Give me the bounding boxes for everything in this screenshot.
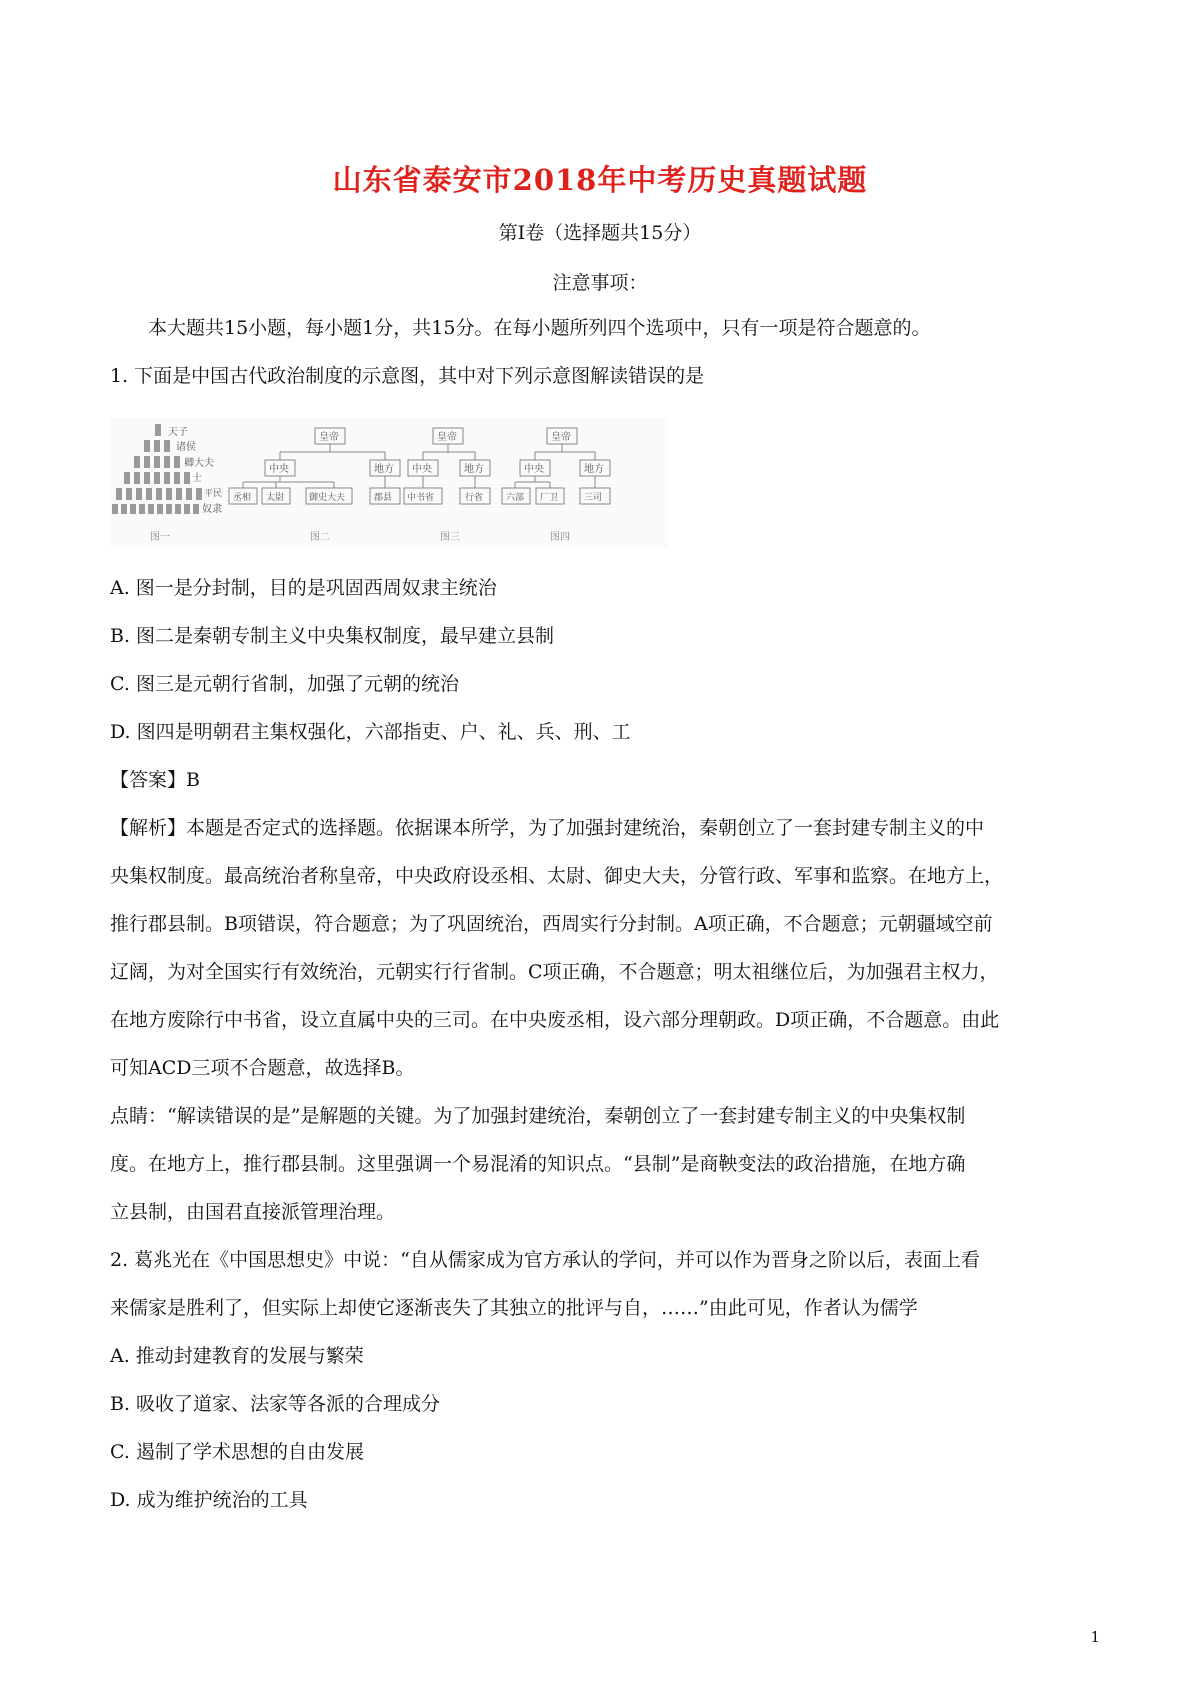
q1-analysis-line-3: 推行郡县制。B项错误，符合题意；为了巩固统治，西周实行分封制。A项正确，不合题意；元朝疆域空前 bbox=[110, 913, 993, 935]
fig1-label-shi: 士 bbox=[192, 473, 202, 484]
fig3-bottom-1: 行省 bbox=[465, 493, 484, 503]
q1-analysis-line-6: 可知ACD三项不合题意，故选择B。 bbox=[110, 1057, 415, 1079]
fig4-mid-central: 中央 bbox=[524, 464, 544, 475]
q1-tips-line-3: 立县制，由国君直接派管理治理。 bbox=[110, 1201, 396, 1223]
fig4-bottom-0: 六部 bbox=[506, 493, 525, 503]
fig3-mid-local: 地方 bbox=[464, 464, 484, 475]
fig4-mid-local: 地方 bbox=[584, 464, 604, 475]
fig2-bottom-1: 太尉 bbox=[266, 493, 285, 503]
q2-option-c: C. 遏制了学术思想的自由发展 bbox=[110, 1441, 364, 1463]
fig1-label-qingdafu: 卿大夫 bbox=[184, 458, 214, 469]
q1-answer: 【答案】B bbox=[110, 769, 200, 791]
fig2-bottom-2: 御史大夫 bbox=[309, 493, 346, 503]
fig1-label-tianzi: 天子 bbox=[168, 427, 188, 438]
fig2-caption: 图二 bbox=[310, 532, 330, 543]
q1-option-c: C. 图三是元朝行省制，加强了元朝的统治 bbox=[110, 673, 459, 695]
fig2-top: 皇帝 bbox=[319, 432, 339, 443]
q2-option-d: D. 成为维护统治的工具 bbox=[110, 1489, 308, 1511]
fig1-label-pingmin: 平民 bbox=[204, 489, 223, 499]
section-heading: 第Ⅰ卷（选择题共15分） bbox=[498, 222, 702, 244]
fig3-caption: 图三 bbox=[440, 532, 460, 543]
q2-option-a: A. 推动封建教育的发展与繁荣 bbox=[110, 1345, 364, 1367]
fig3-bottom-0: 中书省 bbox=[407, 493, 435, 503]
notice-heading: 注意事项： bbox=[552, 272, 648, 294]
fig4-bottom-1: 厂卫 bbox=[540, 493, 559, 503]
q2-stem-line-1: 2. 葛兆光在《中国思想史》中说：“自从儒家成为官方承认的学问，并可以作为晋身之阶以后，表面上看 bbox=[110, 1249, 980, 1271]
q1-option-d: D. 图四是明朝君主集权强化，六部指吏、户、礼、兵、刑、工 bbox=[110, 721, 631, 743]
q1-tips-line-1: 点睛：“解读错误的是”是解题的关键。为了加强封建统治，秦朝创立了一套封建专制主义的中央集权制 bbox=[110, 1105, 966, 1127]
fig1-label-zhuhou: 诸侯 bbox=[176, 442, 196, 453]
q1-analysis-line-1: 【解析】本题是否定式的选择题。依据课本所学，为了加强封建统治，秦朝创立了一套封建专制主义的中 bbox=[110, 817, 985, 839]
fig4-top: 皇帝 bbox=[551, 432, 571, 443]
q1-stem: 1. 下面是中国古代政治制度的示意图，其中对下列示意图解读错误的是 bbox=[110, 365, 705, 387]
q1-tips-line-2: 度。在地方上，推行郡县制。这里强调一个易混淆的知识点。“县制”是商鞅变法的政治措施，在地方确 bbox=[110, 1153, 966, 1175]
q1-analysis-line-4: 辽阔，为对全国实行有效统治，元朝实行行省制。C项正确，不合题意；明太祖继位后，为加强君主权力， bbox=[110, 961, 999, 983]
fig3-top: 皇帝 bbox=[437, 432, 457, 443]
q1-option-b: B. 图二是秦朝专制主义中央集权制度，最早建立县制 bbox=[110, 625, 555, 647]
q2-option-b: B. 吸收了道家、法家等各派的合理成分 bbox=[110, 1393, 441, 1415]
fig4-caption: 图四 bbox=[550, 532, 570, 543]
document-title: 山东省泰安市2018年中考历史真题试题 bbox=[332, 163, 868, 197]
fig2-bottom-3: 郡县 bbox=[374, 493, 393, 503]
fig3-mid-central: 中央 bbox=[412, 464, 432, 475]
fig4-bottom-2: 三司 bbox=[584, 493, 603, 503]
page-number: 1 bbox=[1090, 1628, 1100, 1646]
q1-analysis-line-5: 在地方废除行中书省，设立直属中央的三司。在中央废丞相，设六部分理朝政。D项正确，不合题意。由此 bbox=[110, 1009, 1000, 1031]
q1-option-a: A. 图一是分封制，目的是巩固西周奴隶主统治 bbox=[110, 577, 497, 599]
fig1-label-nuli: 奴隶 bbox=[202, 504, 222, 515]
fig2-bottom-0: 丞相 bbox=[233, 493, 252, 503]
q1-figure bbox=[110, 418, 668, 548]
fig1-caption: 图一 bbox=[150, 532, 170, 543]
notice-text: 本大题共15小题，每小题1分，共15分。在每小题所列四个选项中，只有一项是符合题意的。 bbox=[148, 317, 931, 339]
q2-stem-line-2: 来儒家是胜利了，但实际上却使它逐渐丧失了其独立的批评与自，……”由此可见，作者认为儒学 bbox=[110, 1297, 918, 1319]
q1-analysis-line-2: 央集权制度。最高统治者称皇帝，中央政府设丞相、太尉、御史大夫，分管行政、军事和监察。在地方上， bbox=[110, 865, 1004, 887]
fig2-mid-central: 中央 bbox=[269, 464, 289, 475]
fig2-mid-local: 地方 bbox=[374, 464, 394, 475]
